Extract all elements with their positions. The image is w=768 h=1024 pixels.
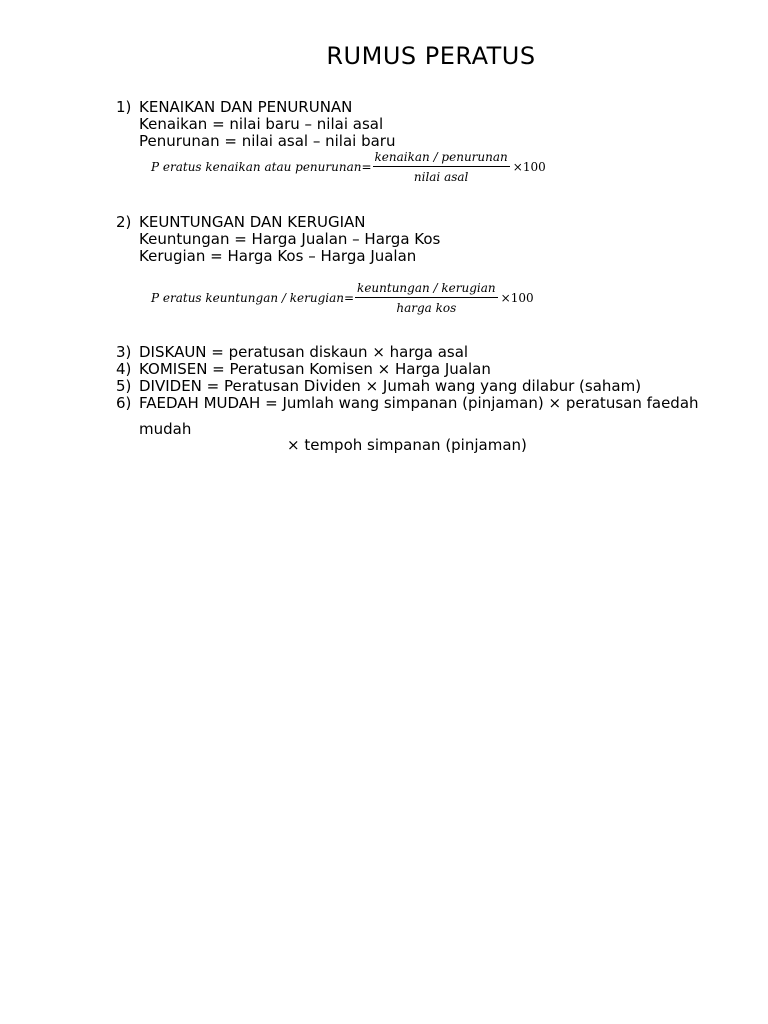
fraction-denominator: harga kos bbox=[396, 301, 457, 315]
list-item-faedah-wrap: mudah bbox=[139, 420, 192, 438]
formula-line-kerugian: Kerugian = Harga Kos – Harga Jualan bbox=[139, 247, 417, 265]
list-item-number: 6) bbox=[116, 394, 132, 412]
list-item-diskaun: DISKAUN = peratusan diskaun × harga asal bbox=[139, 343, 469, 361]
section-number: 1) bbox=[116, 98, 132, 116]
list-item-faedah-continuation: × tempoh simpanan (pinjaman) bbox=[287, 436, 527, 454]
formula-lhs: P eratus kenaikan atau penurunan= bbox=[151, 160, 372, 174]
fraction bbox=[355, 281, 498, 315]
fraction bbox=[373, 150, 510, 184]
page-title: RUMUS PERATUS bbox=[326, 42, 536, 70]
fraction-formula-kenaikan bbox=[151, 150, 546, 184]
formula-line-penurunan: Penurunan = nilai asal – nilai baru bbox=[139, 132, 396, 150]
section-number: 2) bbox=[116, 213, 132, 231]
formula-lhs: P eratus keuntungan / kerugian= bbox=[151, 291, 355, 305]
list-item-dividen: DIVIDEN = Peratusan Dividen × Jumah wang yang dilabur (saham) bbox=[139, 377, 642, 395]
section-heading-keuntungan: KEUNTUNGAN DAN KERUGIAN bbox=[139, 213, 366, 231]
list-item-number: 3) bbox=[116, 343, 132, 361]
section-heading-kenaikan: KENAIKAN DAN PENURUNAN bbox=[139, 98, 353, 116]
list-item-number: 5) bbox=[116, 377, 132, 395]
fraction-numerator: keuntungan / kerugian bbox=[355, 281, 498, 298]
list-item-number: 4) bbox=[116, 360, 132, 378]
multiply-hundred: ×100 bbox=[500, 291, 534, 305]
fraction-formula-keuntungan bbox=[151, 281, 534, 315]
formula-line-kenaikan: Kenaikan = nilai baru – nilai asal bbox=[139, 115, 384, 133]
multiply-hundred: ×100 bbox=[512, 160, 546, 174]
fraction-numerator: kenaikan / penurunan bbox=[373, 150, 510, 167]
formula-line-keuntungan: Keuntungan = Harga Jualan – Harga Kos bbox=[139, 230, 441, 248]
list-item-faedah-mudah: FAEDAH MUDAH = Jumlah wang simpanan (pinjaman) × peratusan faedah bbox=[139, 394, 699, 412]
list-item-komisen: KOMISEN = Peratusan Komisen × Harga Jualan bbox=[139, 360, 491, 378]
fraction-denominator: nilai asal bbox=[413, 170, 469, 184]
